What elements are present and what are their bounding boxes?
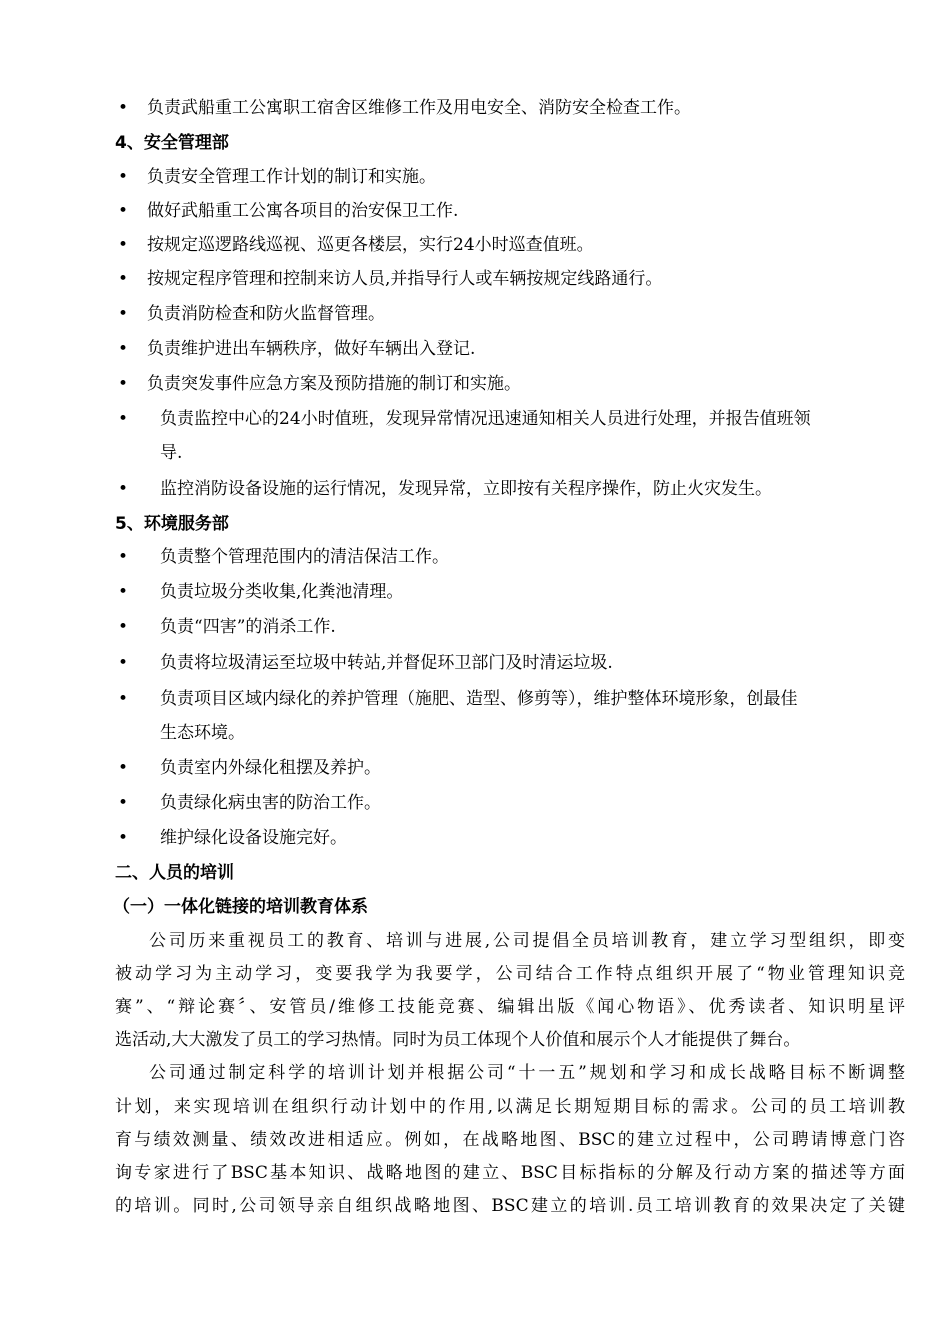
bullet-marker: • [118, 793, 129, 813]
bullet-marker: • [118, 374, 129, 394]
list-item-continuation: 导. [160, 443, 183, 463]
bullet-marker: • [118, 167, 129, 187]
bullet-marker: • [118, 98, 129, 118]
paragraph-line: 公司通过制定科学的培训计划并根据公司“十一五”规划和学习和成长战略目标不断调整 [149, 1063, 905, 1083]
bullet-marker: • [118, 304, 129, 324]
bullet-marker: • [118, 479, 129, 499]
list-item: 按规定巡逻路线巡视、巡更各楼层，实行24小时巡查值班。 [147, 235, 594, 255]
list-item: 负责维护进出车辆秩序，做好车辆出入登记. [147, 339, 476, 359]
list-item-line: 负责项目区域内绿化的养护管理（施肥、造型、修剪等），维护整体环境形象，创最佳 [160, 689, 798, 709]
section-heading-environment: 5、环境服务部 [115, 514, 229, 534]
paragraph-line: 计划，来实现培训在组织行动计划中的作用,以满足长期短期目标的需求。公司的员工培训教 [115, 1097, 905, 1117]
list-item-continuation: 生态环境。 [160, 723, 245, 743]
paragraph-line: 选活动,大大激发了员工的学习热情。同时为员工体现个人价值和展示个人才能提供了舞台。 [115, 1030, 801, 1050]
bullet-marker: • [118, 828, 129, 848]
subsection-heading: （一）一体化链接的培训教育体系 [113, 897, 368, 917]
bullet-marker: • [118, 409, 129, 429]
section-heading-security: 4、安全管理部 [115, 133, 229, 153]
bullet-marker: • [118, 653, 129, 673]
bullet-marker: • [118, 617, 129, 637]
list-item: 负责室内外绿化租摆及养护。 [160, 758, 381, 778]
list-item: 负责“四害”的消杀工作. [160, 617, 336, 637]
paragraph-line: 被动学习为主动学习，变要我学为我要学，公司结合工作特点组织开展了“物业管理知识竞 [115, 964, 905, 984]
list-item: 监控消防设备设施的运行情况，发现异常，立即按有关程序操作，防止火灾发生。 [160, 479, 772, 499]
paragraph-line: 公司历来重视员工的教育、培训与进展,公司提倡全员培训教育，建立学习型组织，即变 [149, 931, 905, 951]
bullet-marker: • [118, 269, 129, 289]
bullet-marker: • [118, 582, 129, 602]
paragraph-line: 赛”、“辩论赛〞、安管员/维修工技能竞赛、编辑出版《闻心物语》、优秀读者、知识明星评 [115, 997, 905, 1017]
paragraph-line: 询专家进行了BSC基本知识、战略地图的建立、BSC目标指标的分解及行动方案的描述等方面 [115, 1163, 905, 1183]
section-heading-training: 二、人员的培训 [115, 863, 234, 883]
list-item: 负责武船重工公寓职工宿舍区维修工作及用电安全、消防安全检查工作。 [147, 98, 691, 118]
list-item: 负责安全管理工作计划的制订和实施。 [147, 167, 436, 187]
list-item-line: 负责监控中心的24小时值班，发现异常情况迅速通知相关人员进行处理，并报告值班领 [160, 409, 811, 429]
list-item: 负责垃圾分类收集,化粪池清理。 [160, 582, 404, 602]
list-item: 按规定程序管理和控制来访人员,并指导行人或车辆按规定线路通行。 [147, 269, 663, 289]
bullet-marker: • [118, 201, 129, 221]
bullet-marker: • [118, 339, 129, 359]
paragraph-line: 育与绩效测量、绩效改进相适应。例如，在战略地图、BSC的建立过程中，公司聘请博意门咨 [115, 1130, 905, 1150]
list-item: 负责消防检查和防火监督管理。 [147, 304, 385, 324]
bullet-marker: • [118, 758, 129, 778]
paragraph-line: 的培训。同时,公司领导亲自组织战略地图、BSC建立的培训.员工培训教育的效果决定了关键 [115, 1196, 905, 1216]
list-item: 负责整个管理范围内的清洁保洁工作。 [160, 547, 449, 567]
list-item: 做好武船重工公寓各项目的治安保卫工作. [147, 201, 459, 221]
bullet-marker: • [118, 547, 129, 567]
bullet-marker: • [118, 689, 129, 709]
list-item: 维护绿化设备设施完好。 [160, 828, 347, 848]
list-item: 负责绿化病虫害的防治工作。 [160, 793, 381, 813]
bullet-marker: • [118, 235, 129, 255]
list-item: 负责突发事件应急方案及预防措施的制订和实施。 [147, 374, 521, 394]
list-item: 负责将垃圾清运至垃圾中转站,并督促环卫部门及时清运垃圾. [160, 653, 613, 673]
